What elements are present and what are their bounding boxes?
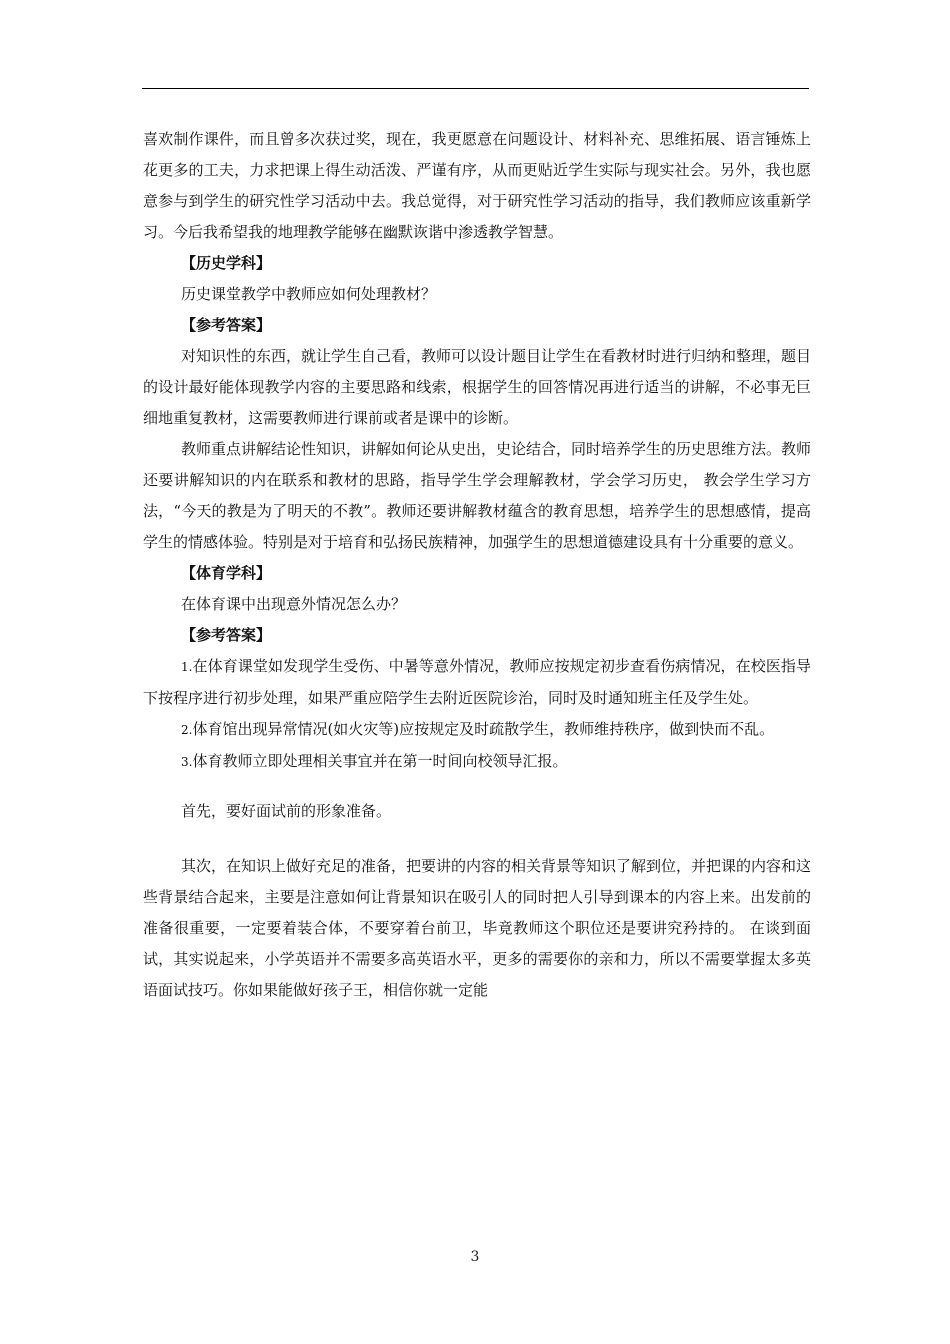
paragraph-first: 首先，要好面试前的形象准备。 [181, 802, 392, 820]
paragraph-geography-continuation: 喜欢制作课件，而且曾多次获过奖，现在，我更愿意在问题设计、材料补充、思维拓展、语言锤炼上花更多的工夫，力求把课上得生动活泼、严谨有序，从而更贴近学生实际与现实社会。另外，我也愿意参与到学生的研究性学习活动中去。我总觉得，对于研究性学习活动的指导，我们教师应该重新学习。今后我希望我的地理教学能够在幽默诙谐中渗透教学智慧。 [143, 130, 811, 241]
answer-heading-history: 【参考答案】 [181, 316, 272, 334]
page-body [143, 124, 811, 1006]
item-number: 1. [181, 660, 193, 674]
section-heading-history: 【历史学科】 [181, 254, 272, 272]
item-number: 3. [181, 755, 193, 769]
item-text: 在体育课堂如发现学生受伤、中暑等意外情况，教师应按规定初步查看伤病情况，在校医指导下按程序进行初步处理，如果严重应陪学生去附近医院诊治，同时及时通知班主任及学生处。 [143, 657, 811, 707]
question-pe: 在体育课中出现意外情况怎么办？ [181, 595, 407, 613]
page-number: 3 [470, 1249, 480, 1265]
answer-history-paragraph-1: 对知识性的东西，就让学生自己看，教师可以设计题目让学生在看教材时进行归纳和整理，题目的设计最好能体现教学内容的主要思路和线索，根据学生的回答情况再进行适当的讲解，不必事无巨细地重复教材，这需要教师进行课前或者是课中的诊断。 [143, 347, 812, 427]
answer-pe-item-2 [143, 714, 811, 746]
answer-history-paragraph-2: 教师重点讲解结论性知识，讲解如何论从史出，史论结合，同时培养学生的历史思维方法。教师还要讲解知识的内在联系和教材的思路，指导学生学会理解教材，学会学习历史， 教会学生学习方法，“今天的教是为了明天的不教”。教师还要讲解教材蕴含的教育思想，培养学生的思想感情，提高学生的情感体验。特别是对于培育和弘扬民族精神，加强学生的思想道德建设具有十分重要的意义。 [143, 440, 812, 551]
item-text: 体育教师立即处理相关事宜并在第一时间向校领导汇报。 [192, 752, 568, 770]
paragraph-second: 其次，在知识上做好充足的准备，把要讲的内容的相关背景等知识了解到位，并把课的内容和这些背景结合起来，主要是注意如何让背景知识在吸引人的同时把人引导到课本的内容上来。出发前的准备很重要，一定要着装合体，不要穿着台前卫，毕竟教师这个职位还是要讲究矜持的。 在谈到面试，其实说起来，小学英语并不需要多高英语水平，更多的需要你的亲和力，所以不需要掌握太多英语面试技巧。你如果能做好孩子王，相信你就一定能 [143, 857, 812, 999]
section-heading-pe: 【体育学科】 [181, 564, 272, 582]
answer-heading-pe: 【参考答案】 [181, 626, 272, 644]
question-history: 历史课堂教学中教师应如何处理教材？ [181, 285, 437, 303]
answer-pe-item-1 [143, 651, 811, 714]
header-rule [142, 88, 809, 89]
item-text: 体育馆出现异常情况(如火灾等)应按规定及时疏散学生，教师维持秩序，做到快而不乱。 [192, 720, 775, 738]
item-number: 2. [181, 723, 193, 737]
answer-pe-item-3 [143, 746, 811, 778]
